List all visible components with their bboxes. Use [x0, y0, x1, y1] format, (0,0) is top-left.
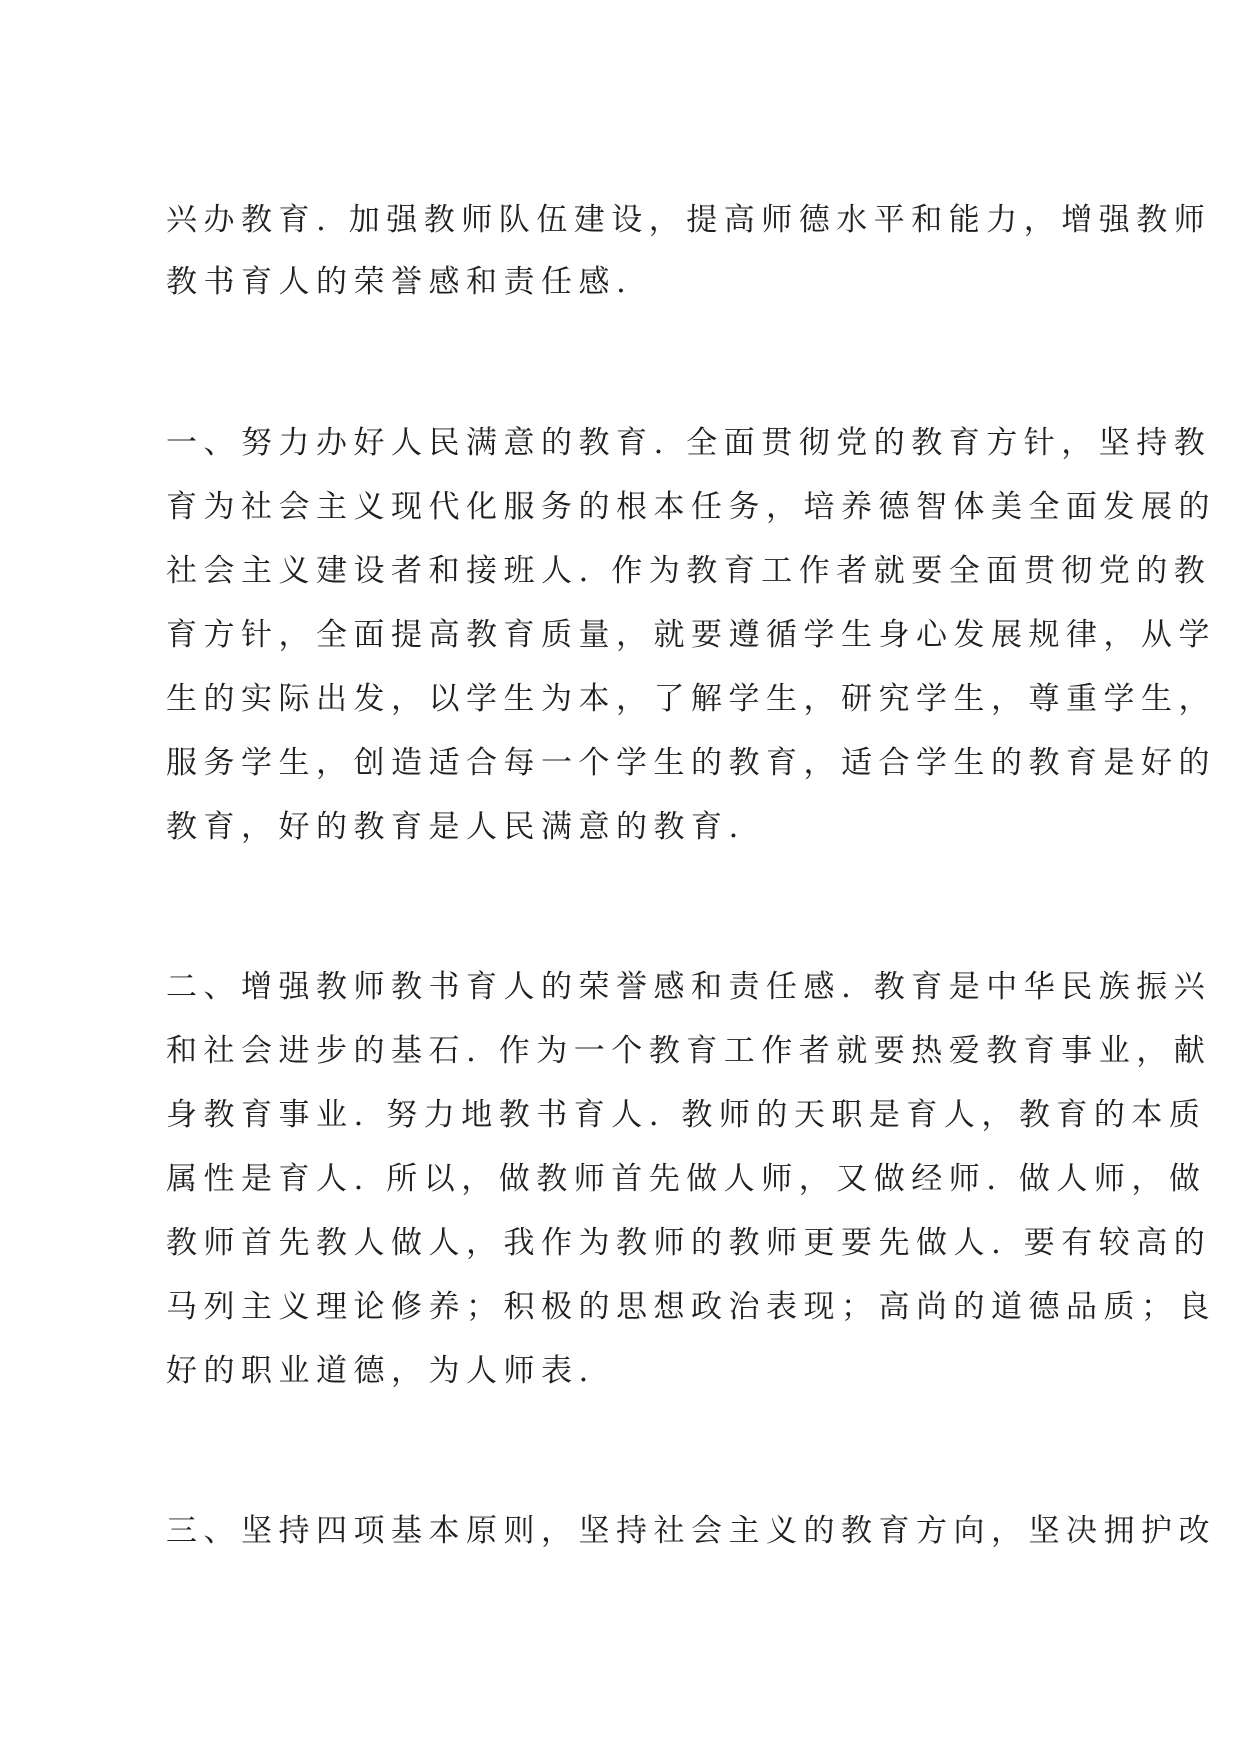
section-3-line-1: 三、坚持四项基本原则，坚持社会主义的教育方向，坚决拥护改 [166, 1513, 1216, 1549]
section-2-line-1: 二、增强教师教书育人的荣誉感和责任感. 教育是中华民族振兴 [166, 969, 1212, 1005]
section-1-line-4: 育方针，全面提高教育质量，就要遵循学生身心发展规律，从学 [166, 617, 1216, 653]
section-2-line-2: 和社会进步的基石. 作为一个教育工作者就要热爱教育事业，献 [166, 1033, 1212, 1069]
intro-line-2: 教书育人的荣誉感和责任感. [166, 264, 633, 300]
section-1-line-3: 社会主义建设者和接班人. 作为教育工作者就要全面贯彻党的教 [166, 553, 1212, 589]
section-1-line-7: 教育，好的教育是人民满意的教育. [166, 809, 745, 845]
section-1-line-2: 育为社会主义现代化服务的根本任务，培养德智体美全面发展的 [166, 489, 1216, 525]
section-1-line-6: 服务学生，创造适合每一个学生的教育，适合学生的教育是好的 [166, 745, 1216, 781]
section-2-line-3: 身教育事业. 努力地教书育人. 教师的天职是育人，教育的本质 [166, 1097, 1207, 1133]
section-2-line-7: 好的职业道德，为人师表. [166, 1353, 595, 1389]
intro-line-1: 兴办教育. 加强教师队伍建设，提高师德水平和能力，增强教师 [166, 202, 1212, 238]
section-2-line-6: 马列主义理论修养；积极的思想政治表现；高尚的道德品质；良 [166, 1289, 1216, 1325]
section-1-line-5: 生的实际出发，以学生为本，了解学生，研究学生，尊重学生， [166, 681, 1216, 717]
section-2-line-5: 教师首先教人做人，我作为教师的教师更要先做人. 要有较高的 [166, 1225, 1212, 1261]
section-1-line-1: 一、努力办好人民满意的教育. 全面贯彻党的教育方针，坚持教 [166, 425, 1212, 461]
section-2-line-4: 属性是育人. 所以，做教师首先做人师，又做经师. 做人师，做 [166, 1161, 1207, 1197]
